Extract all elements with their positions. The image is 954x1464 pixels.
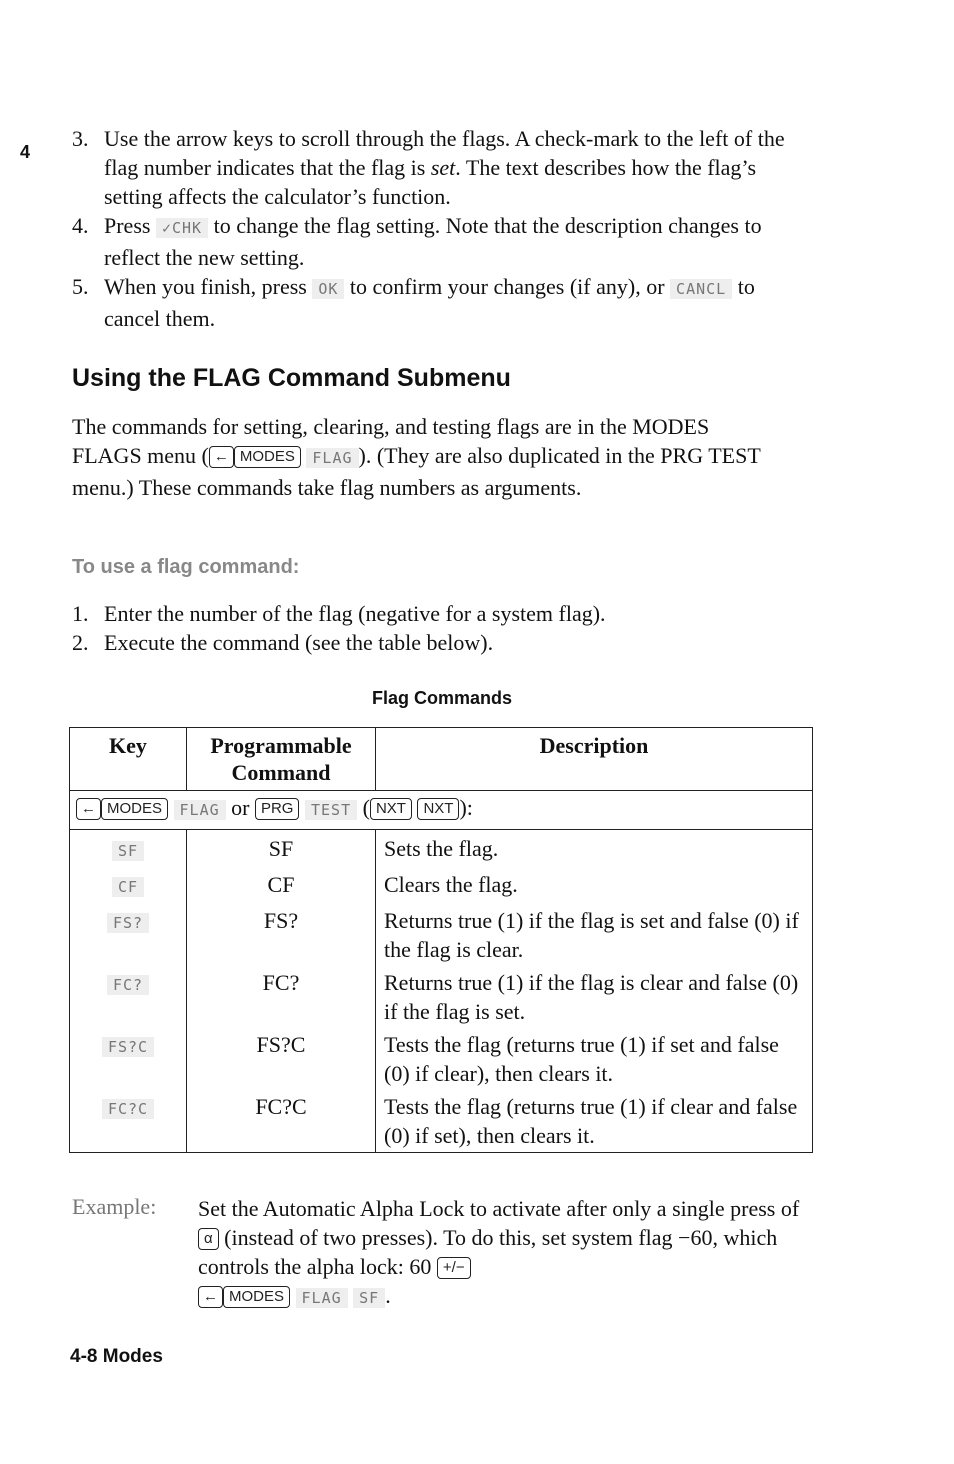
- table-header-row: [70, 728, 813, 791]
- step-number: 5.: [72, 274, 89, 299]
- programmable-cell: CF: [187, 866, 376, 902]
- nxt-key[interactable]: NXT: [417, 798, 459, 820]
- steps-top: [72, 124, 812, 333]
- table-row: [70, 964, 813, 1026]
- or-text: or: [231, 795, 250, 820]
- left-shift-key[interactable]: ←: [198, 1286, 223, 1308]
- description-cell: Sets the flag.: [376, 830, 813, 867]
- table-row: [70, 830, 813, 867]
- step-text: Use the arrow keys to scroll through the flags. A check-mark to the left of the flag number indicates that the flag is set. The text describes how the flag’s setting affects the calculator’s function.: [104, 126, 785, 209]
- left-shift-key[interactable]: ←: [209, 446, 234, 468]
- step-number: 3.: [72, 126, 89, 151]
- programmable-cell: FC?: [187, 964, 376, 1026]
- section-heading: Using the FLAG Command Submenu: [72, 364, 511, 392]
- col-description-header: Description: [376, 728, 813, 791]
- step-number: 4.: [72, 213, 89, 238]
- list-item: [72, 272, 812, 333]
- programmable-cell: FS?: [187, 902, 376, 964]
- list-item: [72, 628, 812, 657]
- test-menu-key[interactable]: TEST: [305, 800, 357, 820]
- prg-key[interactable]: PRG: [255, 798, 300, 820]
- programmable-cell: SF: [187, 830, 376, 867]
- check-menu-key[interactable]: ✓CHK: [156, 218, 208, 238]
- description-cell: Tests the flag (returns true (1) if set and false (0) if clear), then clears it.: [376, 1026, 813, 1088]
- example-body: Set the Automatic Alpha Lock to activate after only a single press of α (instead of two presses). To do this, set system flag −60, which controls the alpha lock: 60 +/− ← MODES FLAG SF .: [198, 1196, 800, 1308]
- col-programmable-header: Programmable Command: [187, 728, 376, 791]
- table-caption: Flag Commands: [371, 688, 513, 708]
- list-item: [72, 599, 812, 628]
- description-cell: Returns true (1) if the flag is clear and false (0) if the flag is set.: [376, 964, 813, 1026]
- description-cell: Tests the flag (returns true (1) if clear and false (0) if set), then clears it.: [376, 1088, 813, 1153]
- alpha-key[interactable]: α: [198, 1228, 219, 1250]
- cf-menu-key[interactable]: CF: [112, 877, 144, 897]
- programmable-cell: FS?C: [187, 1026, 376, 1088]
- nxt-key[interactable]: NXT: [370, 798, 412, 820]
- table-row: [70, 866, 813, 902]
- step-text: Enter the number of the flag (negative for a system flag).: [104, 601, 606, 626]
- table-row: [70, 1088, 813, 1153]
- intro-paragraph: The commands for setting, clearing, and testing flags are in the MODES FLAGS menu ( ← MODES FLAG ). (They are also duplicated in the PRG TEST menu.) These commands take flag numbers as arguments.: [72, 414, 761, 500]
- fsc-menu-key[interactable]: FS?C: [102, 1037, 154, 1057]
- example-label: Example:: [72, 1194, 157, 1219]
- list-item: [72, 124, 812, 211]
- procedure-heading: To use a flag command:: [72, 556, 300, 578]
- fs-menu-key[interactable]: FS?: [107, 913, 149, 933]
- flag-menu-key[interactable]: FLAG: [306, 448, 358, 468]
- fc-menu-key[interactable]: FC?: [107, 975, 149, 995]
- chapter-tab: 4: [20, 142, 31, 162]
- left-shift-key[interactable]: ←: [76, 798, 101, 820]
- ok-menu-key[interactable]: OK: [312, 279, 344, 299]
- step-text: Press ✓CHK to change the flag setting. Note that the description changes to reflect the new setting.: [104, 213, 762, 270]
- modes-key[interactable]: MODES: [234, 446, 301, 468]
- flag-commands-table: [69, 727, 813, 1153]
- cancel-menu-key[interactable]: CANCL: [670, 279, 732, 299]
- list-item: [72, 211, 812, 272]
- step-number: 1.: [72, 601, 89, 626]
- modes-key[interactable]: MODES: [223, 1286, 290, 1308]
- sf-menu-key[interactable]: SF: [353, 1288, 385, 1308]
- sign-change-key[interactable]: +/−: [437, 1257, 471, 1279]
- menu-path-row: ← MODES FLAG or PRG TEST ( NXT NXT ):: [70, 791, 813, 830]
- table-row: [70, 902, 813, 964]
- flag-menu-key[interactable]: FLAG: [296, 1288, 348, 1308]
- sf-menu-key[interactable]: SF: [112, 841, 144, 861]
- programmable-cell: FC?C: [187, 1088, 376, 1153]
- steps-use: [72, 599, 812, 657]
- flag-menu-key[interactable]: FLAG: [174, 800, 226, 820]
- col-key-header: Key: [70, 728, 187, 791]
- step-text: Execute the command (see the table below).: [104, 630, 494, 655]
- table-row: [70, 1026, 813, 1088]
- step-number: 2.: [72, 630, 89, 655]
- description-cell: Clears the flag.: [376, 866, 813, 902]
- description-cell: Returns true (1) if the flag is set and false (0) if the flag is clear.: [376, 902, 813, 964]
- fcc-menu-key[interactable]: FC?C: [102, 1099, 154, 1119]
- page-footer: 4-8 Modes: [70, 1346, 163, 1367]
- step-text: When you finish, press OK to confirm your changes (if any), or CANCL to cancel them.: [104, 274, 755, 331]
- modes-key[interactable]: MODES: [101, 798, 168, 820]
